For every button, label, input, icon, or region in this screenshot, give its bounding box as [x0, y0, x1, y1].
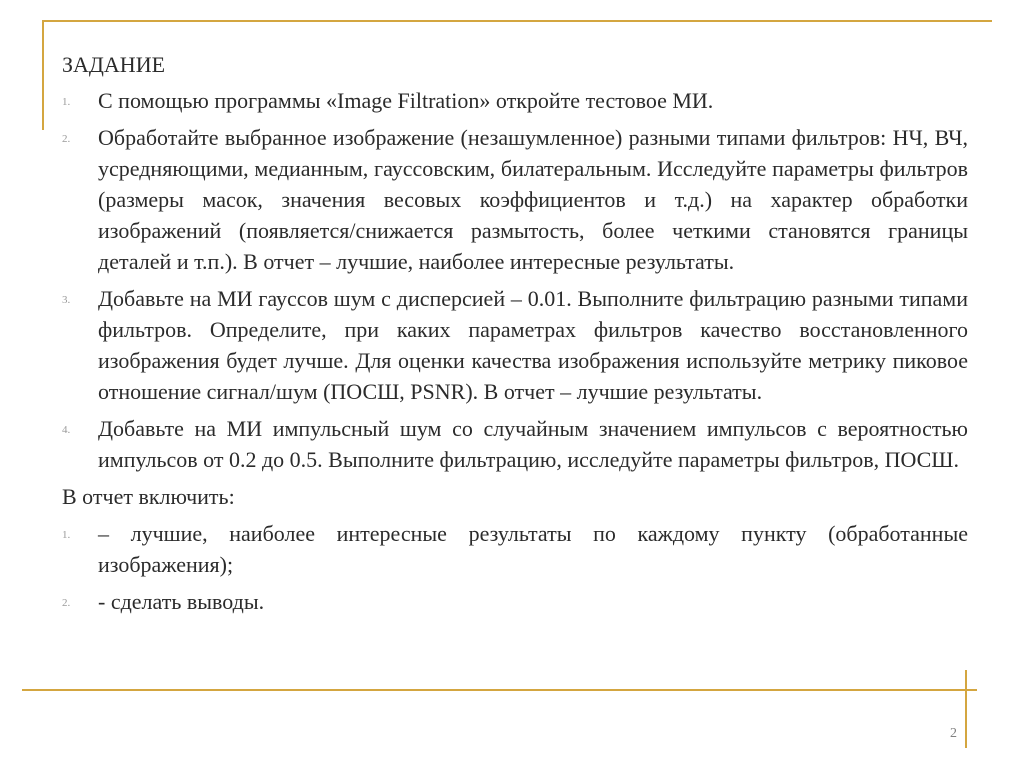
task-item-4 — [62, 413, 968, 475]
page-number: 2 — [950, 726, 957, 741]
task-number: 1. — [62, 96, 71, 108]
report-number: 1. — [62, 529, 71, 541]
task-text: Добавьте на МИ импульсный шум со случайным значением импульсов с вероятностью импульсов от 0.2 до 0.5. Выполните фильтрацию, исследуйте параметры фильтров, ПОСШ. — [98, 416, 968, 472]
task-number: 3. — [62, 294, 71, 306]
task-text: Добавьте на МИ гауссов шум с дисперсией – 0.01. Выполните фильтрацию разными типами фильтров. Определите, при каких параметрах фильтров качество восстановленного изображения будет лучше. Для оценки качества изображения используйте метрику пиковое отношение сигнал/шум (ПОСШ, PSNR). В отчет – лучшие результаты. — [98, 286, 968, 404]
slide-content — [62, 49, 968, 623]
task-item-2 — [62, 122, 968, 277]
task-number: 4. — [62, 424, 71, 436]
decorative-rule-right — [965, 670, 967, 748]
decorative-rule-bottom — [22, 689, 977, 691]
task-number: 2. — [62, 133, 71, 145]
report-number: 2. — [62, 597, 71, 609]
decorative-rule-left — [42, 20, 44, 130]
report-item-1 — [62, 518, 968, 580]
task-text: Обработайте выбранное изображение (незашумленное) разными типами фильтров: НЧ, ВЧ, усредняющими, медианным, гауссовским, билатеральным. Исследуйте параметры фильтров (размеры масок, значения весовых коэффициентов и т.д.) на характер обработки изображений (появляется/снижается размытость, более четкими становятся границы деталей и т.п.). В отчет – лучшие, наиболее интересные результаты. — [98, 125, 968, 274]
task-text: С помощью программы «Image Filtration» откройте тестовое МИ. — [98, 88, 714, 113]
task-item-3 — [62, 283, 968, 407]
report-text: – лучшие, наиболее интересные результаты по каждому пункту (обработанные изображения); — [98, 521, 968, 577]
decorative-rule-top — [42, 20, 992, 22]
report-item-2 — [62, 586, 968, 617]
task-item-1 — [62, 85, 968, 116]
task-heading: ЗАДАНИЕ — [62, 52, 166, 77]
report-text: - сделать выводы. — [98, 589, 265, 614]
report-heading: В отчет включить: — [62, 484, 235, 509]
